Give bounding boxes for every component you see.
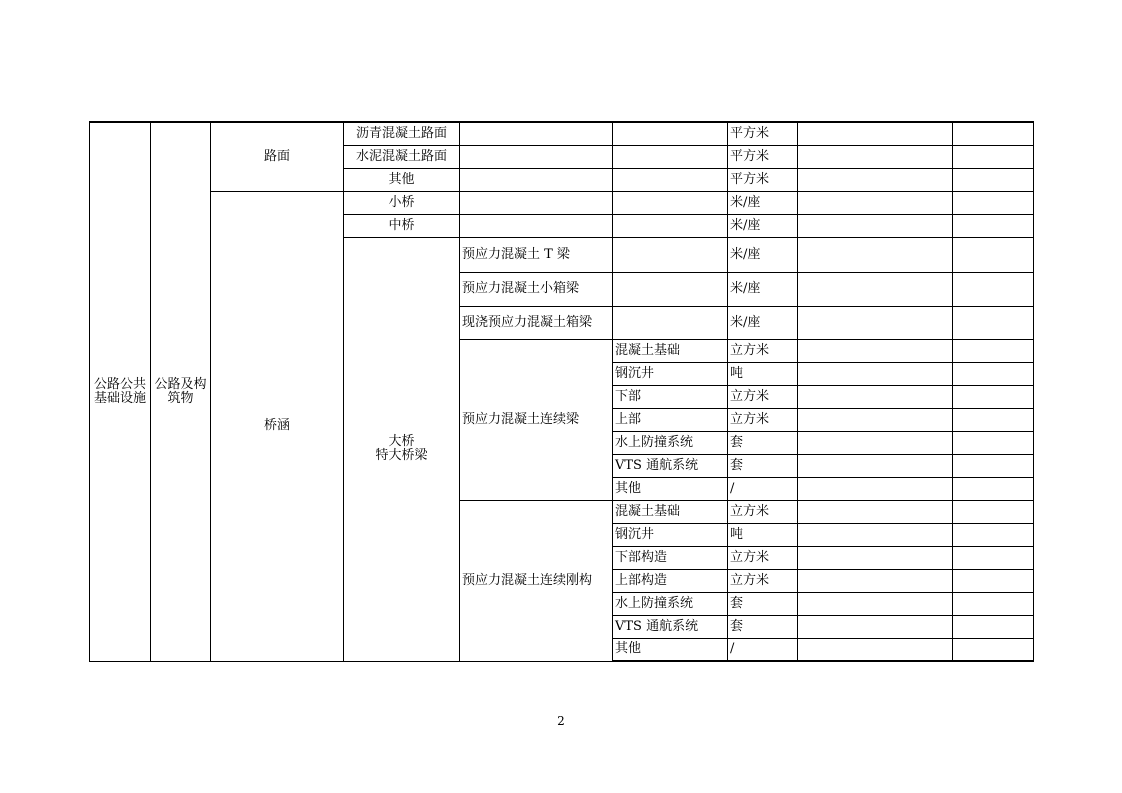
empty-cell [460, 168, 613, 191]
large-bridge-cell [344, 237, 460, 661]
part-name: 上部构造 [613, 569, 728, 592]
unit-cell: 立方米 [728, 546, 798, 569]
empty-cell [953, 546, 1034, 569]
beam-type-name: 现浇预应力混凝土箱梁 [460, 306, 613, 339]
bridge-type-name: 中桥 [344, 214, 460, 237]
empty-cell [953, 191, 1034, 214]
unit-cell: 米/座 [728, 237, 798, 272]
part-name: 其他 [613, 638, 728, 661]
empty-cell [953, 454, 1034, 477]
empty-cell [953, 272, 1034, 306]
empty-cell [798, 500, 953, 523]
empty-cell [953, 477, 1034, 500]
empty-cell [953, 385, 1034, 408]
empty-cell [953, 306, 1034, 339]
empty-cell [460, 145, 613, 168]
beam-type-name: 预应力混凝土小箱梁 [460, 272, 613, 306]
unit-cell: 吨 [728, 523, 798, 546]
part-name: VTS 通航系统 [613, 615, 728, 638]
empty-cell [613, 237, 728, 272]
empty-cell [613, 191, 728, 214]
empty-cell [798, 168, 953, 191]
empty-cell [798, 339, 953, 362]
unit-cell: 立方米 [728, 569, 798, 592]
pavement-item-name: 其他 [344, 168, 460, 191]
part-name: 混凝土基础 [613, 500, 728, 523]
empty-cell [613, 145, 728, 168]
pavement-item-name: 沥青混凝土路面 [344, 122, 460, 145]
empty-cell [953, 122, 1034, 145]
unit-cell: / [728, 477, 798, 500]
pavement-label-cell: 路面 [211, 122, 344, 191]
part-name: 钢沉井 [613, 523, 728, 546]
empty-cell [953, 500, 1034, 523]
asset-category-table [89, 121, 1034, 662]
empty-cell [460, 191, 613, 214]
empty-cell [798, 431, 953, 454]
page-number: 2 [557, 714, 565, 728]
empty-cell [798, 546, 953, 569]
empty-cell [798, 145, 953, 168]
empty-cell [953, 408, 1034, 431]
unit-cell: 平方米 [728, 145, 798, 168]
category-level1-cell: 公路公共基础设施 [90, 122, 151, 661]
part-name: 混凝土基础 [613, 339, 728, 362]
empty-cell [613, 306, 728, 339]
empty-cell [953, 431, 1034, 454]
beam-type-name: 预应力混凝土 T 梁 [460, 237, 613, 272]
unit-cell: 套 [728, 615, 798, 638]
empty-cell [798, 523, 953, 546]
empty-cell [613, 272, 728, 306]
empty-cell [798, 454, 953, 477]
empty-cell [798, 569, 953, 592]
empty-cell [798, 362, 953, 385]
part-name: 其他 [613, 477, 728, 500]
unit-cell: 立方米 [728, 385, 798, 408]
empty-cell [953, 523, 1034, 546]
continuous-beam-cell: 预应力混凝土连续梁 [460, 339, 613, 500]
empty-cell [953, 214, 1034, 237]
empty-cell [613, 122, 728, 145]
pavement-item-name: 水泥混凝土路面 [344, 145, 460, 168]
empty-cell [798, 237, 953, 272]
empty-cell [613, 214, 728, 237]
large-bridge-line1: 大桥 [388, 434, 415, 449]
empty-cell [953, 339, 1034, 362]
unit-cell: 平方米 [728, 168, 798, 191]
unit-cell: 立方米 [728, 339, 798, 362]
empty-cell [953, 592, 1034, 615]
empty-cell [953, 168, 1034, 191]
empty-cell [798, 615, 953, 638]
empty-cell [460, 214, 613, 237]
empty-cell [953, 362, 1034, 385]
unit-cell: 套 [728, 454, 798, 477]
unit-cell: 套 [728, 431, 798, 454]
unit-cell: 米/座 [728, 191, 798, 214]
empty-cell [953, 569, 1034, 592]
unit-cell: 套 [728, 592, 798, 615]
unit-cell: 立方米 [728, 500, 798, 523]
large-bridge-line2: 特大桥梁 [375, 448, 428, 463]
part-name: 水上防撞系统 [613, 431, 728, 454]
part-name: VTS 通航系统 [613, 454, 728, 477]
empty-cell [798, 408, 953, 431]
empty-cell [953, 145, 1034, 168]
bridge-type-name: 小桥 [344, 191, 460, 214]
category-level2-cell: 公路及构筑物 [151, 122, 211, 661]
empty-cell [798, 214, 953, 237]
part-name: 水上防撞系统 [613, 592, 728, 615]
unit-cell: 立方米 [728, 408, 798, 431]
empty-cell [953, 638, 1034, 661]
empty-cell [798, 477, 953, 500]
empty-cell [798, 385, 953, 408]
unit-cell: 米/座 [728, 214, 798, 237]
unit-cell: 米/座 [728, 272, 798, 306]
part-name: 下部构造 [613, 546, 728, 569]
empty-cell [798, 272, 953, 306]
part-name: 上部 [613, 408, 728, 431]
empty-cell [798, 191, 953, 214]
unit-cell: 米/座 [728, 306, 798, 339]
part-name: 下部 [613, 385, 728, 408]
unit-cell: / [728, 638, 798, 661]
empty-cell [798, 592, 953, 615]
empty-cell [613, 168, 728, 191]
empty-cell [953, 237, 1034, 272]
empty-cell [798, 638, 953, 661]
empty-cell [460, 122, 613, 145]
continuous-frame-cell: 预应力混凝土连续刚构 [460, 500, 613, 661]
empty-cell [798, 122, 953, 145]
unit-cell: 吨 [728, 362, 798, 385]
empty-cell [953, 615, 1034, 638]
bridge-label-cell: 桥涵 [211, 191, 344, 661]
part-name: 钢沉井 [613, 362, 728, 385]
unit-cell: 平方米 [728, 122, 798, 145]
empty-cell [798, 306, 953, 339]
